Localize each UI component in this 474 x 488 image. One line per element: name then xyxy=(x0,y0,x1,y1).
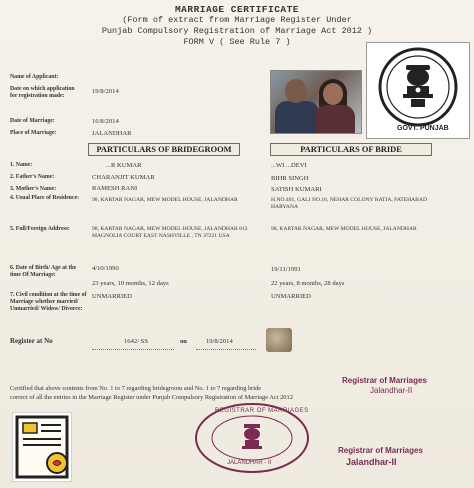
groom-foreign-address: 98, KARTAR NAGAR, MEW MODEL HOUSE, JALANDHAR 812 MAGNOLIA COURT EAST NASHVILLE , TN 37221 USA xyxy=(92,226,248,239)
name-label: 1. Name: xyxy=(10,162,33,168)
bride-column-header: PARTICULARS OF BRIDE xyxy=(270,143,432,156)
applicant-label: Name of Applicant: xyxy=(10,74,59,80)
mother-label: 3. Mother's Name: xyxy=(10,186,57,192)
register-label: Register at No xyxy=(10,337,53,345)
date-marriage-label: Date of Marriage: xyxy=(10,118,55,124)
header-subtitle-2: Punjab Compulsory Registration of Marriage Act 2012 ) xyxy=(101,26,373,36)
header-subtitle-1: (Form of extract from Marriage Register Under xyxy=(122,15,352,25)
groom-residence: 98, KARTAR NAGAR, MEW MODEL HOUSE, JALANDHAR xyxy=(92,197,238,203)
state-emblem-icon xyxy=(366,42,470,139)
official-seal-icon xyxy=(193,402,311,474)
groom-dob: 4/10/1990 xyxy=(92,265,119,272)
register-date-rule xyxy=(196,349,256,350)
register-on-label: on xyxy=(180,338,187,345)
certificate-title: MARRIAGE CERTIFICATE xyxy=(174,4,300,15)
seal-top-text: REGISTRAR OF MARRIAGES xyxy=(215,408,309,414)
date-received-value: 19/8/2014 xyxy=(92,88,119,95)
bride-father: BIHR SINGH xyxy=(271,175,309,182)
bride-civil-condition: UNMARRIED xyxy=(271,293,311,300)
place-marriage-value: JALANDHAR xyxy=(92,130,132,137)
certification-line-2: correct of all the entries in the Marriage Register under Punjab Compulsory Registration of Marriage Act 2012 xyxy=(10,394,293,401)
registrar-signature-title-2: Registrar of Marriages xyxy=(338,446,423,455)
groom-age: 23 years, 10 months, 12 days xyxy=(92,280,169,287)
bride-age: 22 years, 8 months, 28 days xyxy=(271,280,345,287)
registrar-signature-title-1: Registrar of Marriages xyxy=(342,376,427,385)
register-date: 19/8/2014 xyxy=(206,338,233,345)
father-label: 2. Father's Name: xyxy=(10,174,55,180)
bride-foreign-address: 98, KARTAR NAGAR, MEW MODEL HOUSE, JALANDHAR xyxy=(271,226,417,232)
certificate-header xyxy=(0,4,474,47)
certificate-document-icon xyxy=(12,412,72,482)
groom-father: CHARANJIT KUMAR xyxy=(92,174,155,181)
bride-dob: 19/11/1991 xyxy=(271,266,301,273)
register-number-rule xyxy=(92,349,174,350)
couple-photo xyxy=(270,70,362,134)
registrar-signature-place-1: Jalandhar-II xyxy=(370,386,413,395)
foreign-address-label: 5. Full/Foreign Address: xyxy=(10,226,70,232)
dob-label: 6. Date of Birth/ Age at the time Of Marriage: xyxy=(10,265,77,278)
residence-label: 4. Usual Place of Residence: xyxy=(10,195,80,201)
header-form-label: FORM V ( See Rule 7 ) xyxy=(183,37,291,47)
place-marriage-label: Place of Marriage: xyxy=(10,130,57,136)
certification-line-1: Certified that above contents from No. 1 to 7 regarding bridegroom and No. 1 to 7 regarding bride xyxy=(10,385,262,392)
bride-residence: H.NO.401, GALI NO.16, NEHAR COLONY RATIA, FATEHABAD HARYANA xyxy=(271,197,427,210)
groom-civil-condition: UNMARRIED xyxy=(92,293,132,300)
emblem-caption: GOVT. PUNJAB xyxy=(397,125,449,132)
register-number: 1642/ SS xyxy=(124,338,149,345)
bride-mother: SATISH KUMARI xyxy=(271,186,322,193)
civil-condition-label: 7. Civil condition at the time of Marriage whether married/ Unmarried/ Widow/ Divorce: xyxy=(10,292,87,312)
groom-mother: RAMESH RANI xyxy=(92,185,138,192)
groom-column-header: PARTICULARS OF BRIDEGROOM xyxy=(88,143,240,156)
revenue-stamp xyxy=(266,328,292,352)
date-received-label: Date on which application for registration made: xyxy=(10,86,75,99)
seal-bottom-text: JALANDHAR - II xyxy=(227,460,272,466)
groom-name: ...R KUMAR xyxy=(106,162,142,169)
registrar-signature-place-2: Jalandhar-II xyxy=(346,457,397,467)
date-marriage-value: 16/8/2014 xyxy=(92,118,119,125)
bride-name: ...WI ...DEVI xyxy=(271,162,307,169)
